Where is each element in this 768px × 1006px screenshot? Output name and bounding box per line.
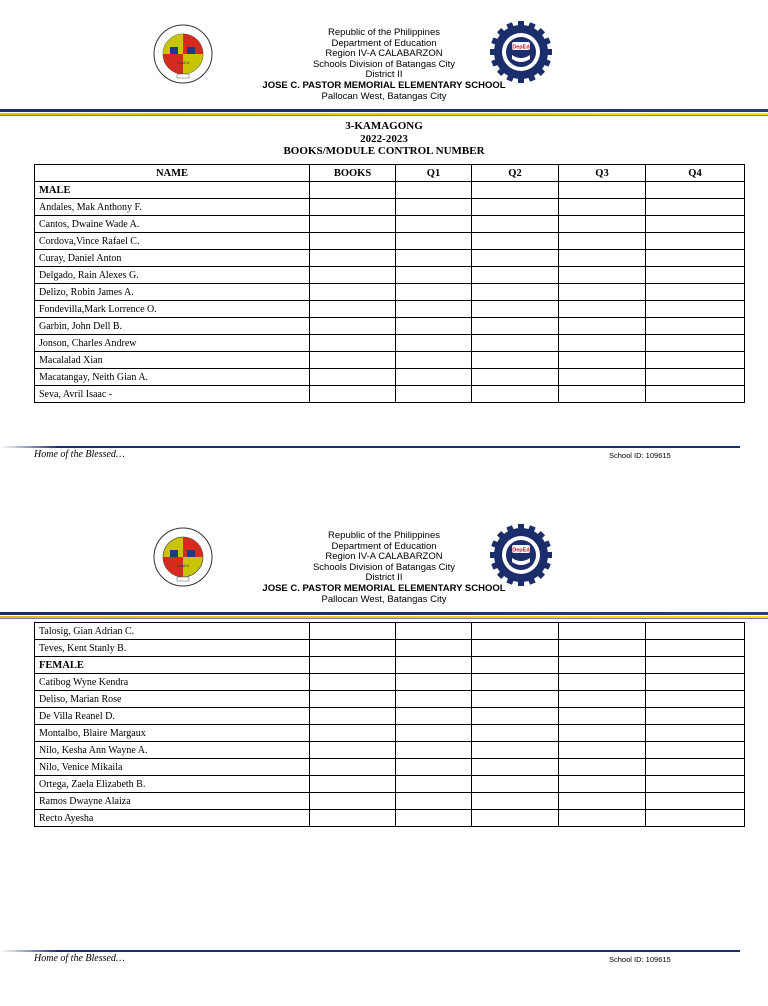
empty-cell xyxy=(472,250,559,267)
empty-cell xyxy=(472,318,559,335)
table-row xyxy=(35,301,745,318)
empty-cell xyxy=(472,776,559,793)
right-seal-text: DepEd xyxy=(512,44,530,51)
empty-cell xyxy=(310,776,396,793)
table-row xyxy=(35,640,745,657)
empty-cell xyxy=(559,318,646,335)
empty-cell xyxy=(559,742,646,759)
empty-cell xyxy=(310,657,396,674)
empty-cell xyxy=(472,691,559,708)
school-id: School ID: 109615 xyxy=(609,451,671,460)
student-name: Cantos, Dwaine Wade A. xyxy=(35,216,310,233)
student-name: Ramos Dwayne Alaiza xyxy=(35,793,310,810)
empty-cell xyxy=(396,640,472,657)
header-line: Schools Division of Batangas City xyxy=(312,58,456,70)
section-label: MALE xyxy=(35,182,310,199)
student-name: De Villa Reanel D. xyxy=(35,708,310,725)
empty-cell xyxy=(472,810,559,827)
table-row xyxy=(35,369,745,386)
empty-cell xyxy=(396,776,472,793)
empty-cell xyxy=(559,386,646,403)
table-row xyxy=(35,267,745,284)
student-name: Seva, Avril Isaac - xyxy=(35,386,310,403)
empty-cell xyxy=(396,284,472,301)
empty-cell xyxy=(559,199,646,216)
empty-cell xyxy=(310,674,396,691)
school-gear-seal-icon xyxy=(490,21,552,83)
table-row xyxy=(35,674,745,691)
student-name: Nilo, Venice Mikaila xyxy=(35,759,310,776)
document-titles xyxy=(0,120,768,158)
empty-cell xyxy=(472,657,559,674)
student-name: Catibog Wyne Kendra xyxy=(35,674,310,691)
empty-cell xyxy=(646,318,745,335)
school-address: Pallocan West, Batangas City xyxy=(321,593,447,605)
student-name: Deliso, Marian Rose xyxy=(35,691,310,708)
header-line: Region IV-A CALABARZON xyxy=(325,48,443,60)
school-motto: Home of the Blessed… xyxy=(34,953,125,964)
student-name: Andales, Mak Anthony F. xyxy=(35,199,310,216)
header-line: Schools Division of Batangas City xyxy=(312,561,456,573)
student-name: Curay, Daniel Anton xyxy=(35,250,310,267)
empty-cell xyxy=(310,623,396,640)
empty-cell xyxy=(472,352,559,369)
header-line: Republic of the Philippines xyxy=(328,530,440,541)
section-row xyxy=(35,657,745,674)
empty-cell xyxy=(559,250,646,267)
empty-cell xyxy=(646,674,745,691)
empty-cell xyxy=(310,725,396,742)
empty-cell xyxy=(396,369,472,386)
empty-cell xyxy=(310,267,396,284)
table-row xyxy=(35,386,745,403)
empty-cell xyxy=(559,284,646,301)
empty-cell xyxy=(646,810,745,827)
header-line: District II xyxy=(365,572,403,584)
column-header-q4: Q4 xyxy=(646,165,745,182)
table-row xyxy=(35,216,745,233)
page-footer xyxy=(0,446,768,476)
empty-cell xyxy=(396,318,472,335)
empty-cell xyxy=(559,640,646,657)
header-line: Region IV-A CALABARZON xyxy=(325,551,443,563)
empty-cell xyxy=(472,369,559,386)
empty-cell xyxy=(396,759,472,776)
empty-cell xyxy=(646,759,745,776)
table-row xyxy=(35,352,745,369)
header-line: Department of Education xyxy=(331,540,437,552)
empty-cell xyxy=(559,233,646,250)
empty-cell xyxy=(310,250,396,267)
empty-cell xyxy=(310,810,396,827)
school-motto: Home of the Blessed… xyxy=(34,449,125,460)
empty-cell xyxy=(472,708,559,725)
student-name: Recto Ayesha xyxy=(35,810,310,827)
table-row xyxy=(35,318,745,335)
empty-cell xyxy=(472,284,559,301)
empty-cell xyxy=(396,725,472,742)
letterhead xyxy=(0,503,768,613)
empty-cell xyxy=(646,708,745,725)
student-name: Macalalad Xian xyxy=(35,352,310,369)
empty-cell xyxy=(472,725,559,742)
empty-cell xyxy=(559,335,646,352)
empty-cell xyxy=(646,623,745,640)
empty-cell xyxy=(559,674,646,691)
empty-cell xyxy=(646,233,745,250)
control-number-title: BOOKS/MODULE CONTROL NUMBER xyxy=(283,145,485,157)
letterhead-text xyxy=(0,28,768,102)
empty-cell xyxy=(310,640,396,657)
table-row xyxy=(35,233,745,250)
table-row xyxy=(35,691,745,708)
empty-cell xyxy=(559,759,646,776)
empty-cell xyxy=(310,742,396,759)
empty-cell xyxy=(559,691,646,708)
empty-cell xyxy=(310,793,396,810)
empty-cell xyxy=(559,810,646,827)
right-seal-text: DepEd xyxy=(512,547,530,554)
table-row xyxy=(35,742,745,759)
empty-cell xyxy=(396,386,472,403)
empty-cell xyxy=(396,674,472,691)
empty-cell xyxy=(396,352,472,369)
empty-cell xyxy=(559,301,646,318)
empty-cell xyxy=(310,352,396,369)
control-number-table-continued xyxy=(34,622,745,827)
empty-cell xyxy=(396,742,472,759)
student-name: Nilo, Kesha Ann Wayne A. xyxy=(35,742,310,759)
empty-cell xyxy=(396,810,472,827)
empty-cell xyxy=(396,182,472,199)
empty-cell xyxy=(559,725,646,742)
column-header-books: BOOKS xyxy=(310,165,396,182)
empty-cell xyxy=(396,335,472,352)
student-name: Ortega, Zaela Elizabeth B. xyxy=(35,776,310,793)
empty-cell xyxy=(559,708,646,725)
school-address: Pallocan West, Batangas City xyxy=(321,90,447,102)
student-name: Talosig, Gian Adrian C. xyxy=(35,623,310,640)
empty-cell xyxy=(310,691,396,708)
student-name: Jonson, Charles Andrew xyxy=(35,335,310,352)
empty-cell xyxy=(646,199,745,216)
student-name: Fondevilla,Mark Lorrence O. xyxy=(35,301,310,318)
column-header-q1: Q1 xyxy=(396,165,472,182)
empty-cell xyxy=(559,182,646,199)
empty-cell xyxy=(472,759,559,776)
school-gear-seal-icon xyxy=(490,524,552,586)
empty-cell xyxy=(396,267,472,284)
table-row xyxy=(35,776,745,793)
document-page-2 xyxy=(0,503,768,1006)
empty-cell xyxy=(472,793,559,810)
school-name: JOSE C. PASTOR MEMORIAL ELEMENTARY SCHOOL xyxy=(262,582,506,594)
empty-cell xyxy=(396,657,472,674)
empty-cell xyxy=(559,793,646,810)
header-line: Department of Education xyxy=(331,37,437,49)
empty-cell xyxy=(472,199,559,216)
empty-cell xyxy=(646,216,745,233)
empty-cell xyxy=(559,623,646,640)
table-row xyxy=(35,199,745,216)
letterhead xyxy=(0,0,768,110)
table-row xyxy=(35,623,745,640)
empty-cell xyxy=(646,776,745,793)
table-row xyxy=(35,250,745,267)
table-row xyxy=(35,793,745,810)
student-name: Montalbo, Blaire Margaux xyxy=(35,725,310,742)
empty-cell xyxy=(646,301,745,318)
empty-cell xyxy=(646,369,745,386)
empty-cell xyxy=(646,250,745,267)
student-name: Garbin, John Dell B. xyxy=(35,318,310,335)
empty-cell xyxy=(310,759,396,776)
student-name: Cordova,Vince Rafael C. xyxy=(35,233,310,250)
empty-cell xyxy=(310,708,396,725)
empty-cell xyxy=(472,640,559,657)
empty-cell xyxy=(396,233,472,250)
empty-cell xyxy=(310,284,396,301)
empty-cell xyxy=(559,776,646,793)
empty-cell xyxy=(646,182,745,199)
empty-cell xyxy=(646,284,745,301)
table-row xyxy=(35,708,745,725)
empty-cell xyxy=(559,657,646,674)
letterhead-text xyxy=(0,531,768,605)
empty-cell xyxy=(472,742,559,759)
empty-cell xyxy=(472,335,559,352)
left-seal-text: DepEd xyxy=(176,563,190,568)
empty-cell xyxy=(310,318,396,335)
column-header-name: NAME xyxy=(35,165,310,182)
student-name: Macatangay, Neith Gian A. xyxy=(35,369,310,386)
left-seal-text: DepEd xyxy=(176,60,190,65)
student-name: Delgado, Rain Alexes G. xyxy=(35,267,310,284)
empty-cell xyxy=(310,199,396,216)
empty-cell xyxy=(310,216,396,233)
empty-cell xyxy=(472,674,559,691)
table-row xyxy=(35,335,745,352)
empty-cell xyxy=(646,793,745,810)
empty-cell xyxy=(310,233,396,250)
empty-cell xyxy=(310,386,396,403)
empty-cell xyxy=(559,267,646,284)
empty-cell xyxy=(559,352,646,369)
empty-cell xyxy=(646,725,745,742)
table-row xyxy=(35,725,745,742)
empty-cell xyxy=(396,691,472,708)
header-line: District II xyxy=(365,69,403,81)
empty-cell xyxy=(472,182,559,199)
empty-cell xyxy=(646,742,745,759)
table-row xyxy=(35,284,745,301)
empty-cell xyxy=(559,369,646,386)
class-section-title: 3-KAMAGONG xyxy=(345,120,423,132)
empty-cell xyxy=(646,657,745,674)
empty-cell xyxy=(646,352,745,369)
empty-cell xyxy=(646,691,745,708)
empty-cell xyxy=(472,267,559,284)
empty-cell xyxy=(472,386,559,403)
empty-cell xyxy=(396,250,472,267)
column-header-q3: Q3 xyxy=(559,165,646,182)
empty-cell xyxy=(396,708,472,725)
table-header-row xyxy=(35,165,745,182)
empty-cell xyxy=(472,301,559,318)
school-name: JOSE C. PASTOR MEMORIAL ELEMENTARY SCHOOL xyxy=(262,79,506,91)
empty-cell xyxy=(396,301,472,318)
header-line: Republic of the Philippines xyxy=(328,27,440,38)
empty-cell xyxy=(310,301,396,318)
empty-cell xyxy=(310,335,396,352)
empty-cell xyxy=(559,216,646,233)
column-header-q2: Q2 xyxy=(472,165,559,182)
student-name: Teves, Kent Stanly B. xyxy=(35,640,310,657)
page-footer xyxy=(0,950,768,980)
empty-cell xyxy=(396,793,472,810)
empty-cell xyxy=(646,335,745,352)
school-year-title: 2022-2023 xyxy=(360,132,408,145)
section-label: FEMALE xyxy=(35,657,310,674)
empty-cell xyxy=(472,623,559,640)
empty-cell xyxy=(396,216,472,233)
empty-cell xyxy=(396,623,472,640)
empty-cell xyxy=(646,640,745,657)
empty-cell xyxy=(310,182,396,199)
control-number-table xyxy=(34,164,745,403)
table-row xyxy=(35,759,745,776)
table-row xyxy=(35,810,745,827)
empty-cell xyxy=(310,369,396,386)
student-name: Delizo, Robin James A. xyxy=(35,284,310,301)
empty-cell xyxy=(396,199,472,216)
section-row xyxy=(35,182,745,199)
empty-cell xyxy=(646,267,745,284)
empty-cell xyxy=(472,233,559,250)
school-id: School ID: 109615 xyxy=(609,955,671,964)
empty-cell xyxy=(472,216,559,233)
empty-cell xyxy=(646,386,745,403)
